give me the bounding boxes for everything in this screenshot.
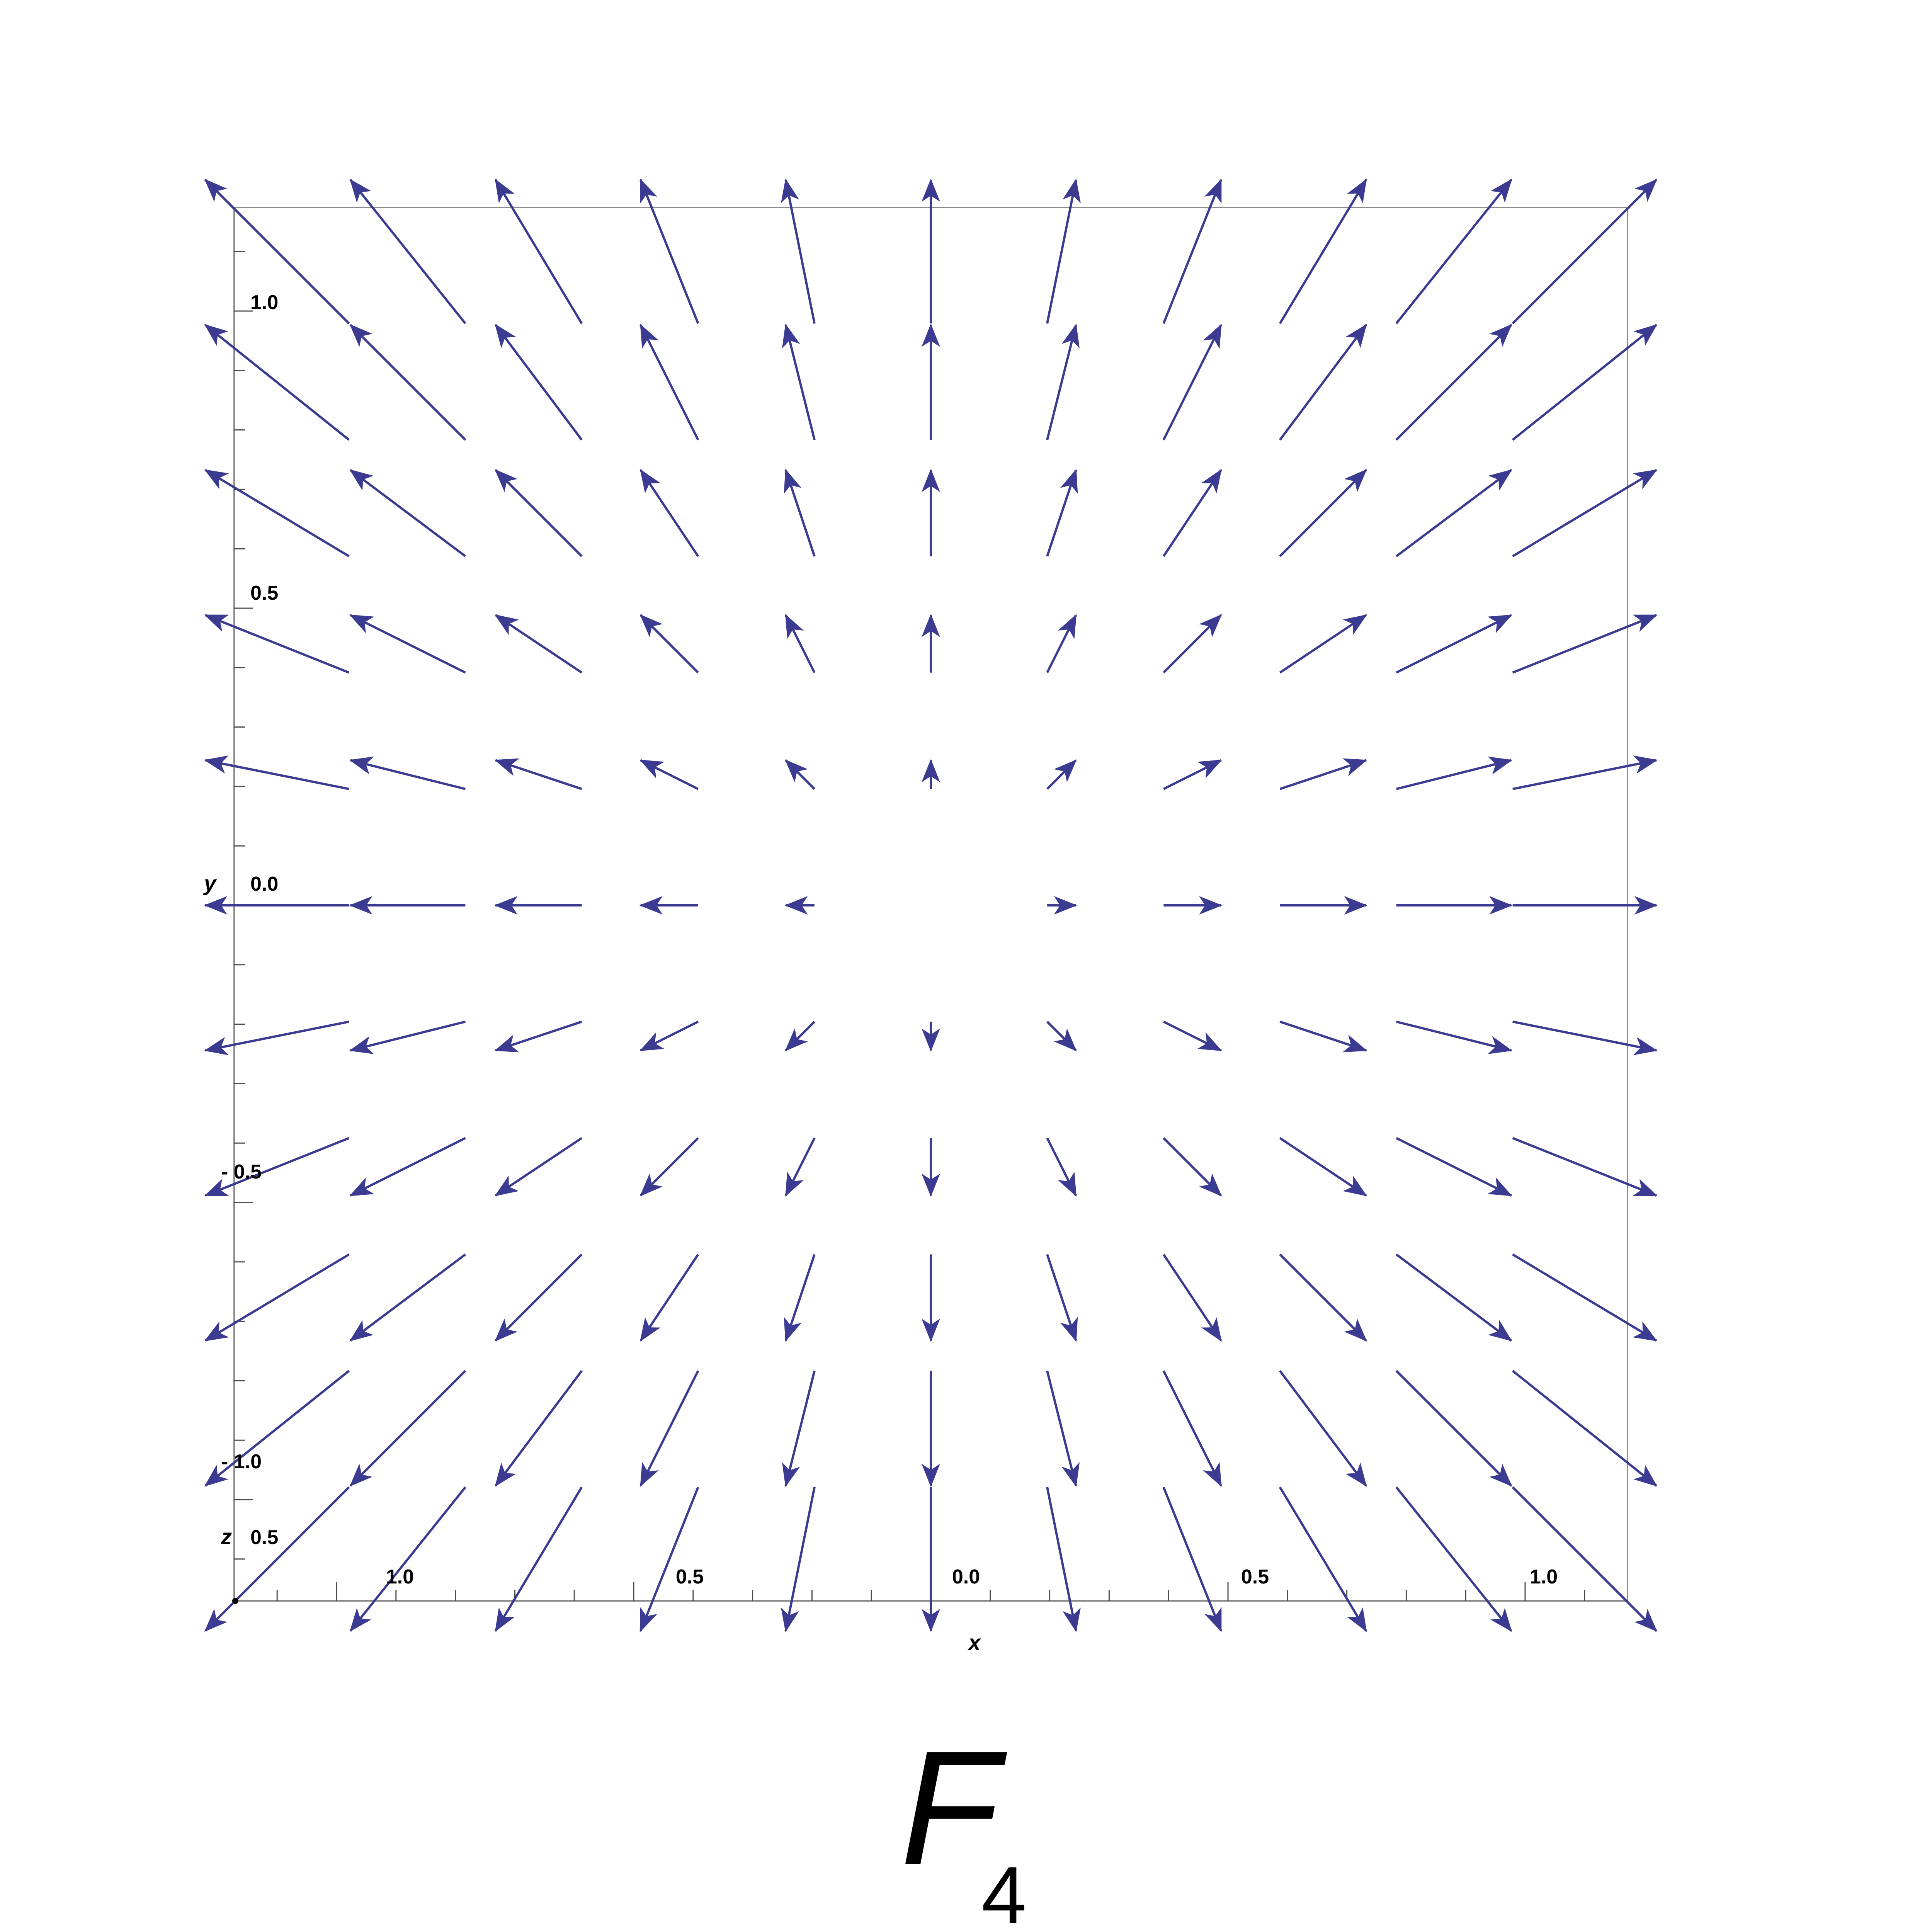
field-arrow [205, 615, 349, 673]
x-axis-label: x [968, 1630, 981, 1655]
field-arrow [1513, 1254, 1656, 1340]
field-arrow [1047, 470, 1076, 556]
origin-dot [232, 1598, 238, 1604]
field-arrow [1396, 1138, 1512, 1196]
field-arrow [495, 1254, 582, 1340]
field-arrow [495, 760, 582, 789]
field-arrow [1396, 1254, 1512, 1340]
y-tick-label: - 0.5 [221, 1161, 262, 1183]
field-arrow [786, 1138, 814, 1196]
z-tick-label: 0.5 [250, 1526, 279, 1549]
field-arrow [495, 180, 582, 323]
field-arrow [1396, 1487, 1512, 1631]
field-arrow [350, 1138, 466, 1196]
field-arrow [1047, 325, 1076, 440]
field-arrow [1513, 470, 1656, 556]
field-arrow [1163, 325, 1221, 440]
field-arrow [1163, 1254, 1221, 1340]
x-tick-label: 0.0 [952, 1566, 980, 1588]
field-arrow [1280, 615, 1366, 673]
field-arrow [1163, 1487, 1221, 1631]
field-arrow [1280, 1254, 1366, 1340]
field-arrow [205, 1022, 349, 1051]
field-arrow [350, 1254, 466, 1340]
field-arrow [786, 1022, 814, 1051]
field-arrow [1280, 760, 1366, 789]
field-arrow [1280, 325, 1366, 440]
x-tick-label: 1.0 [386, 1566, 414, 1588]
field-arrow [1047, 1371, 1076, 1486]
field-arrow [1163, 615, 1221, 673]
field-arrow [1513, 1487, 1656, 1631]
field-arrow [641, 470, 698, 556]
field-arrow [205, 470, 349, 556]
field-arrow [1047, 180, 1076, 323]
field-arrow [350, 1487, 466, 1631]
y-tick-label: 0.0 [250, 873, 279, 895]
field-arrow [495, 1487, 582, 1631]
z-axis-label: z [221, 1524, 232, 1549]
field-arrow [1396, 1371, 1512, 1486]
field-arrow [641, 1371, 698, 1486]
field-arrow [1513, 1022, 1656, 1051]
field-arrow [1047, 1022, 1076, 1051]
vector-arrows [205, 180, 1656, 1631]
field-arrow [641, 1138, 698, 1196]
field-arrow [1396, 470, 1512, 556]
field-arrow [1513, 1371, 1656, 1486]
field-arrow [495, 470, 582, 556]
field-arrow [1513, 180, 1656, 323]
field-arrow [350, 325, 466, 440]
x-tick-label: 0.5 [675, 1566, 704, 1588]
field-arrow [495, 1022, 582, 1051]
field-arrow [350, 180, 466, 323]
field-arrow [786, 1487, 814, 1631]
field-arrow [1047, 1138, 1076, 1196]
x-tick-label: 0.5 [1241, 1566, 1269, 1588]
field-arrow [786, 760, 814, 789]
y-tick-label: 0.5 [250, 582, 279, 604]
field-arrow [350, 1371, 466, 1486]
field-arrow [1396, 1022, 1512, 1051]
field-arrow [1396, 760, 1512, 789]
figure-caption: F [900, 1718, 1000, 1899]
figure-caption-subscript: 4 [981, 1850, 1027, 1932]
y-tick-label: - 1.0 [221, 1451, 262, 1473]
field-arrow [1163, 1371, 1221, 1486]
field-arrow [1047, 1487, 1076, 1631]
field-arrow [495, 615, 582, 673]
field-arrow [495, 1138, 582, 1196]
field-arrow [1163, 1138, 1221, 1196]
field-arrow [641, 1487, 698, 1631]
x-tick-label: 1.0 [1529, 1566, 1558, 1588]
field-arrow [1513, 615, 1656, 673]
field-arrow [1163, 180, 1221, 323]
field-arrow [1047, 760, 1076, 789]
field-arrow [205, 325, 349, 440]
field-arrow [1513, 325, 1656, 440]
field-arrow [786, 1254, 814, 1340]
y-tick-label: 1.0 [250, 291, 279, 314]
field-arrow [350, 470, 466, 556]
field-arrow [641, 325, 698, 440]
field-arrow [641, 180, 698, 323]
field-arrow [1047, 1254, 1076, 1340]
field-arrow [1396, 325, 1512, 440]
field-arrow [1163, 470, 1221, 556]
field-arrow [1280, 180, 1366, 323]
field-arrow [1163, 760, 1221, 789]
field-arrow [1280, 1371, 1366, 1486]
field-arrow [205, 1487, 349, 1631]
field-arrow [1280, 1487, 1366, 1631]
field-arrow [786, 1371, 814, 1486]
field-arrow [786, 180, 814, 323]
field-arrow [205, 1254, 349, 1340]
field-arrow [205, 760, 349, 789]
field-arrow [786, 325, 814, 440]
field-arrow [786, 470, 814, 556]
field-arrow [1513, 760, 1656, 789]
field-arrow [350, 1022, 466, 1051]
field-arrow [641, 1254, 698, 1340]
field-arrow [1280, 470, 1366, 556]
y-axis-label: y [204, 871, 216, 895]
field-arrow [641, 760, 698, 789]
field-arrow [495, 325, 582, 440]
field-arrow [1396, 180, 1512, 323]
field-arrow [495, 1371, 582, 1486]
field-arrow [641, 615, 698, 673]
field-arrow [1396, 615, 1512, 673]
field-arrow [1163, 1022, 1221, 1051]
field-arrow [1047, 615, 1076, 673]
field-arrow [1513, 1138, 1656, 1196]
field-arrow [1280, 1138, 1366, 1196]
field-arrow [786, 615, 814, 673]
field-arrow [350, 615, 466, 673]
field-arrow [350, 760, 466, 789]
field-arrow [1280, 1022, 1366, 1051]
field-arrow [641, 1022, 698, 1051]
